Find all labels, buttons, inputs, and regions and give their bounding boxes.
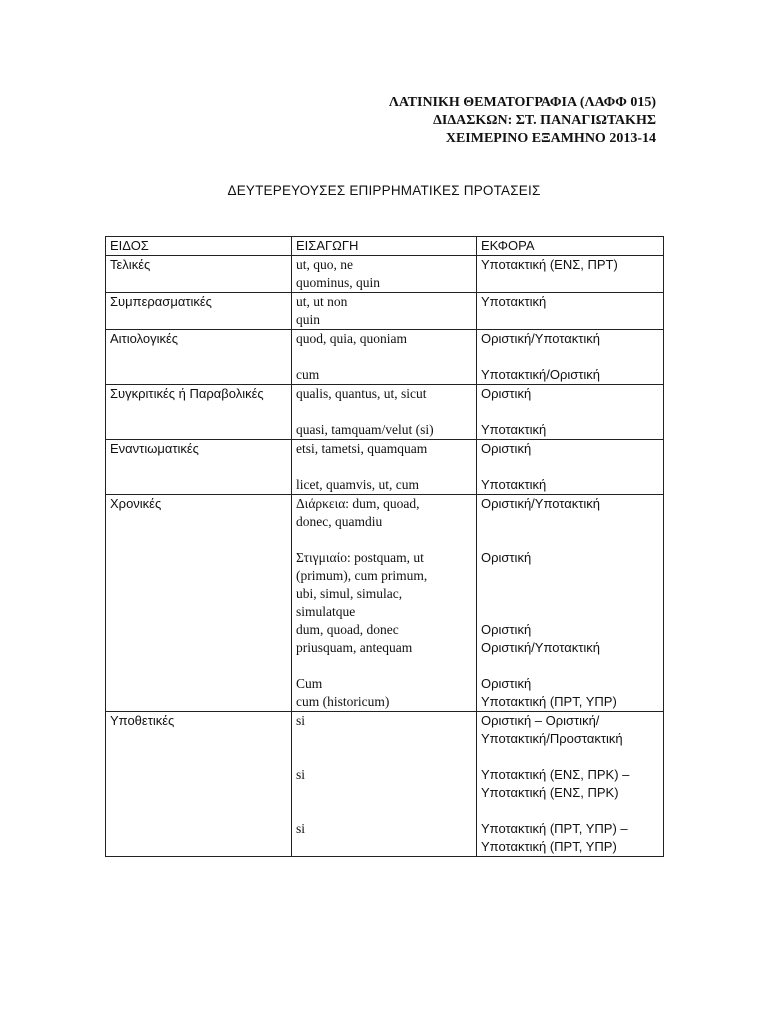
mode-line [481,403,659,421]
mode-cell [477,256,664,293]
introduction-cell [292,330,477,385]
semester-line: ΧΕΙΜΕΡΙΝΟ ΕΞΑΜΗΝΟ 2013-14 [445,131,656,146]
introduction-line: cum (historicum) [296,694,390,709]
introduction-cell [292,385,477,440]
mode-line: Οριστική – Οριστική/ [481,713,600,728]
course-title: ΛΑΤΙΝΙΚΗ ΘΕΜΑΤΟΓΡΑΦΙΑ (ΛΑΦΦ 015) [388,95,656,110]
table-row [106,293,664,330]
introduction-line [296,748,472,766]
table-row [106,712,664,857]
mode-line: Υποτακτική (ΕΝΣ, ΠΡΤ) [481,257,618,272]
clause-type: Αιτιολογικές [110,331,179,346]
document-header [389,94,656,148]
clause-type-cell [106,330,292,385]
introduction-line [296,802,472,820]
table-row [106,440,664,495]
mode-line: Υποτακτική/Προστακτική [481,731,623,746]
clause-type-cell [106,495,292,712]
mode-line: Υποτακτική/Οριστική [481,367,601,382]
introduction-line: ut, ut non [296,294,348,309]
clause-type-cell [106,712,292,857]
introduction-line [296,657,472,675]
mode-line [481,603,659,621]
mode-line: Οριστική [481,550,532,565]
introduction-line [296,403,472,421]
introduction-cell [292,293,477,330]
mode-line: Οριστική [481,676,532,691]
introduction-line: Διάρκεια: dum, quoad, [296,496,420,511]
mode-line: Οριστική [481,622,532,637]
mode-line: Υποτακτική (ΕΝΣ, ΠΡΚ) [481,785,619,800]
mode-line [481,311,659,329]
introduction-cell [292,712,477,857]
introduction-line: donec, quamdiu [296,514,383,529]
mode-cell [477,440,664,495]
mode-line [481,585,659,603]
column-header-type: ΕΙΔΟΣ [106,237,292,256]
column-header-intro: ΕΙΣΑΓΩΓΗ [292,237,477,256]
mode-line: Υποτακτική (ΠΡΤ, ΥΠΡ) – [481,821,628,836]
clause-type-cell [106,440,292,495]
mode-line [481,567,659,585]
introduction-line: quin [296,312,321,327]
clause-type-cell [106,293,292,330]
clause-type: Χρονικές [110,496,162,511]
introduction-line: priusquam, antequam [296,640,413,655]
mode-cell [477,385,664,440]
table-row [106,495,664,712]
introduction-line: quominus, quin [296,275,381,290]
mode-line [481,531,659,549]
mode-line: Οριστική [481,386,532,401]
clause-type-cell [106,385,292,440]
mode-line: Οριστική/Υποτακτική [481,331,601,346]
mode-line: Υποτακτική [481,477,547,492]
mode-cell [477,330,664,385]
mode-line [481,748,659,766]
clauses-table [105,236,664,857]
introduction-line: Cum [296,676,323,691]
mode-line [481,802,659,820]
clause-type-cell [106,256,292,293]
introduction-cell [292,495,477,712]
introduction-line: (primum), cum primum, [296,568,428,583]
clause-type: Συγκριτικές ή Παραβολικές [110,386,264,401]
introduction-line: simulatque [296,604,356,619]
clause-type: Υποθετικές [110,713,175,728]
mode-line: Οριστική [481,441,532,456]
table-row [106,256,664,293]
introduction-cell [292,256,477,293]
table-row [106,385,664,440]
introduction-line [296,784,472,802]
table-row [106,330,664,385]
mode-cell [477,495,664,712]
introduction-line: dum, quoad, donec [296,622,399,637]
introduction-line: ut, quo, ne [296,257,353,272]
column-header-mode: ΕΚΦΟΡΑ [477,237,664,256]
mode-line [481,348,659,366]
introduction-line: quod, quia, quoniam [296,331,407,346]
clause-type: Εναντιωματικές [110,441,199,456]
clause-type: Τελικές [110,257,151,272]
introduction-line [296,838,472,856]
mode-line: Υποτακτική (ΕΝΣ, ΠΡΚ) – [481,767,630,782]
introduction-line [296,348,472,366]
mode-line: Υποτακτική [481,422,547,437]
mode-line: Οριστική/Υποτακτική [481,496,601,511]
introduction-line [296,531,472,549]
introduction-cell [292,440,477,495]
table-body [106,256,664,857]
mode-line: Υποτακτική (ΠΡΤ, ΥΠΡ) [481,694,617,709]
introduction-line: quasi, tamquam/velut (si) [296,422,434,437]
introduction-line: Στιγμιαίο: postquam, ut [296,550,424,565]
introduction-line: si [296,713,306,728]
introduction-line: si [296,767,306,782]
mode-line [481,657,659,675]
document-subtitle: ΔΕΥΤΕΡΕΥΟΥΣΕΣ ΕΠΙΡΡΗΜΑΤΙΚΕΣ ΠΡΟΤΑΣΕΙΣ [227,183,541,198]
table-header-row [106,237,664,256]
mode-line: Οριστική/Υποτακτική [481,640,601,655]
introduction-line: licet, quamvis, ut, cum [296,477,419,492]
introduction-line: si [296,821,306,836]
introduction-line [296,730,472,748]
mode-line [481,274,659,292]
instructor-line: ΔΙΔΑΣΚΩΝ: ΣΤ. ΠΑΝΑΓΙΩΤΑΚΗΣ [433,113,656,128]
clause-type: Συμπερασματικές [110,294,212,309]
mode-cell [477,712,664,857]
mode-line [481,513,659,531]
mode-cell [477,293,664,330]
introduction-line: etsi, tametsi, quamquam [296,441,428,456]
introduction-line: cum [296,367,320,382]
introduction-line: qualis, quantus, ut, sicut [296,386,427,401]
introduction-line: ubi, simul, simulac, [296,586,403,601]
introduction-line [296,458,472,476]
mode-line: Υποτακτική [481,294,547,309]
mode-line [481,458,659,476]
mode-line: Υποτακτική (ΠΡΤ, ΥΠΡ) [481,839,617,854]
